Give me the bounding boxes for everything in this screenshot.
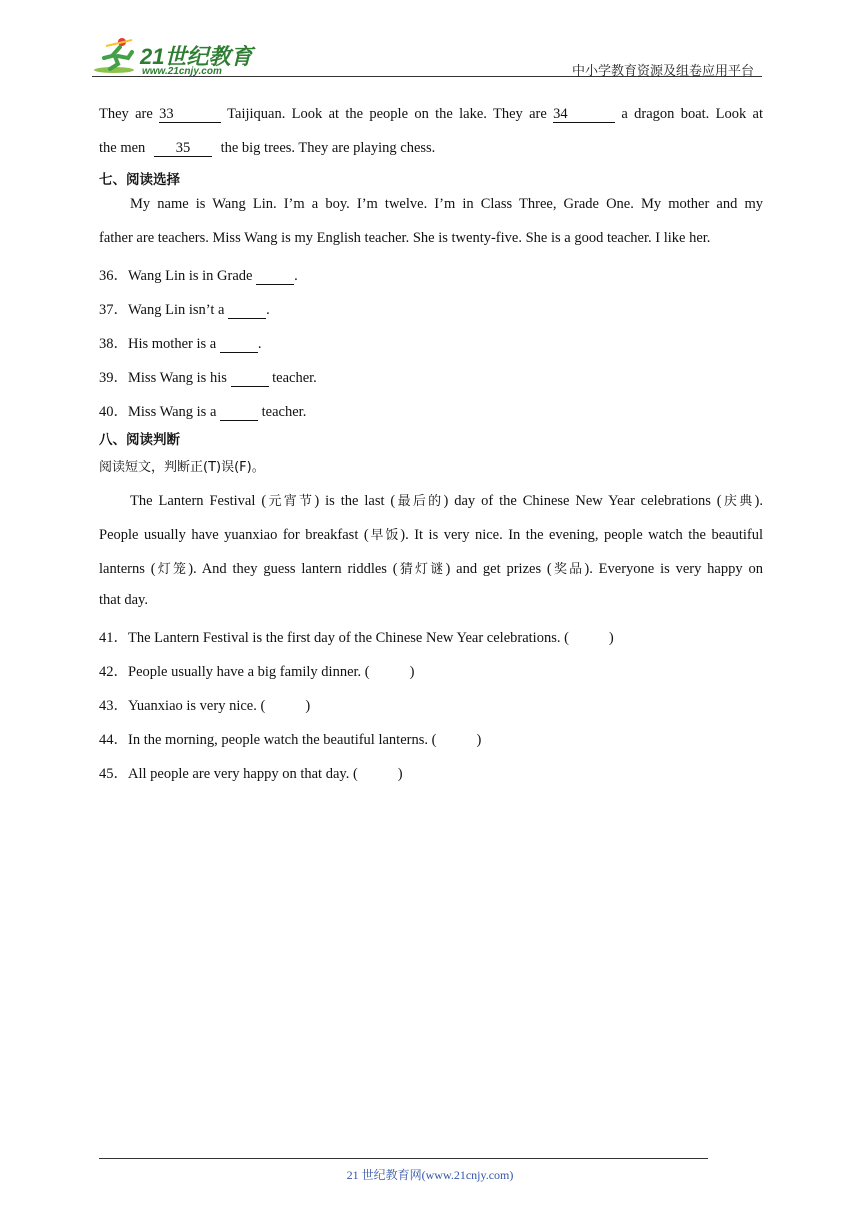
passage-line-1 xyxy=(99,106,763,123)
question-tail: . xyxy=(294,268,298,284)
question-36 xyxy=(99,264,298,285)
text-span: The Lantern Festival ( xyxy=(130,493,267,509)
logo-text: 21世纪教育 xyxy=(140,44,253,69)
question-number: 39． xyxy=(99,370,128,386)
question-text: The Lantern Festival is the first day of the Chinese New Year celebrations. ( xyxy=(128,630,569,646)
close-paren: ) xyxy=(476,732,482,748)
close-paren: ) xyxy=(608,630,614,646)
question-tail: . xyxy=(257,336,262,352)
question-42 xyxy=(99,660,414,681)
text-span: a dragon boat. Look at xyxy=(621,106,763,122)
lantern-paragraph-line-2 xyxy=(99,524,763,544)
chinese-gloss: 早饭 xyxy=(368,528,401,543)
text-span: People usually have yuanxiao for breakfast ( xyxy=(99,527,369,543)
question-number: 42． xyxy=(99,664,128,680)
section-title-reading-choice: 七、阅读选择 xyxy=(99,172,180,188)
answer-blank[interactable] xyxy=(220,405,258,421)
question-text: Wang Lin is in Grade xyxy=(128,268,253,284)
close-paren: ) xyxy=(305,698,311,714)
blank-35: 35 xyxy=(154,141,212,157)
answer-blank[interactable] xyxy=(256,269,294,285)
text-span: ). It is very nice. In the evening, people watch the beautiful xyxy=(400,527,763,543)
reading-paragraph-line-2: father are teachers. Miss Wang is my English teacher. She is twenty-five. She is a good teacher. I like her. xyxy=(99,230,711,246)
question-number: 38． xyxy=(99,336,128,352)
close-paren: ) xyxy=(409,664,415,680)
question-tail: . xyxy=(266,302,270,318)
question-text: Yuanxiao is very nice. ( xyxy=(128,698,266,714)
text-span: ) day of the Chinese New Year celebrations ( xyxy=(443,493,722,509)
chinese-gloss: 灯笼 xyxy=(155,562,189,577)
question-number: 44． xyxy=(99,732,128,748)
text-span: ). And they guess lantern riddles ( xyxy=(188,561,398,577)
chinese-gloss: 最后的 xyxy=(395,494,444,509)
question-37 xyxy=(99,298,270,319)
text-span: lanterns ( xyxy=(99,561,156,577)
text-span: ). xyxy=(754,493,763,509)
lantern-paragraph-line-1 xyxy=(99,490,763,510)
text-span: the big trees. They are playing chess. xyxy=(220,140,436,156)
chinese-gloss: 奖品 xyxy=(551,562,585,577)
logo-url: www.21cnjy.com xyxy=(142,66,222,77)
question-text: His mother is a xyxy=(128,336,217,352)
runner-logo-icon xyxy=(92,36,142,76)
site-logo[interactable] xyxy=(92,36,262,80)
question-text: People usually have a big family dinner. ( xyxy=(128,664,370,680)
question-38 xyxy=(99,332,261,353)
page-footer[interactable]: 21 世纪教育网(www.21cnjy.com) xyxy=(346,1168,514,1182)
question-text: All people are very happy on that day. ( xyxy=(128,766,358,782)
section-instruction: 阅读短文，判断正(T)误(F)。 xyxy=(99,460,265,475)
page-header xyxy=(92,30,762,80)
question-text: In the morning, people watch the beautiful lanterns. ( xyxy=(128,732,437,748)
question-40 xyxy=(99,400,306,421)
question-number: 41． xyxy=(99,630,128,646)
question-43 xyxy=(99,694,310,715)
answer-blank[interactable] xyxy=(228,303,266,319)
question-text: Miss Wang is his xyxy=(128,370,227,386)
header-divider xyxy=(92,76,762,77)
text-span: ). Everyone is very happy on xyxy=(584,561,763,577)
lantern-paragraph-line-3 xyxy=(99,558,763,578)
question-tail: teacher. xyxy=(272,370,317,386)
question-39 xyxy=(99,366,317,387)
question-tail: teacher. xyxy=(261,404,307,420)
footer-divider xyxy=(99,1158,708,1159)
chinese-gloss: 元宵节 xyxy=(266,494,315,509)
chinese-gloss: 猜灯谜 xyxy=(397,562,446,577)
passage-line-2 xyxy=(99,140,435,157)
question-41 xyxy=(99,626,614,647)
blank-34: 34 xyxy=(553,107,615,123)
question-number: 40． xyxy=(99,404,128,420)
question-text: Wang Lin isn’t a xyxy=(128,302,225,318)
chinese-gloss: 庆典 xyxy=(721,494,755,509)
answer-blank[interactable] xyxy=(220,337,258,353)
text-span: ) is the last ( xyxy=(314,493,396,509)
text-span: ) and get prizes ( xyxy=(445,561,552,577)
blank-33: 33 xyxy=(159,107,221,123)
question-text: Miss Wang is a xyxy=(128,404,217,420)
text-span: Taijiquan. Look at the people on the lake. They are xyxy=(227,106,547,122)
question-44 xyxy=(99,728,481,749)
reading-paragraph-line-1: My name is Wang Lin. I’m a boy. I’m twelve. I’m in Class Three, Grade One. My mother and my xyxy=(130,196,763,212)
text-span: They are xyxy=(99,106,153,122)
answer-blank[interactable] xyxy=(231,371,269,387)
text-span: the men xyxy=(99,140,146,156)
lantern-paragraph-line-4: that day. xyxy=(99,592,148,608)
question-number: 43． xyxy=(99,698,128,714)
question-number: 45． xyxy=(99,766,128,782)
close-paren: ) xyxy=(397,766,403,782)
header-platform-text: 中小学教育资源及组卷应用平台 xyxy=(571,64,754,79)
question-45 xyxy=(99,762,403,783)
question-number: 37． xyxy=(99,302,128,318)
section-title-reading-judgement: 八、阅读判断 xyxy=(99,432,180,448)
question-number: 36． xyxy=(99,268,128,284)
